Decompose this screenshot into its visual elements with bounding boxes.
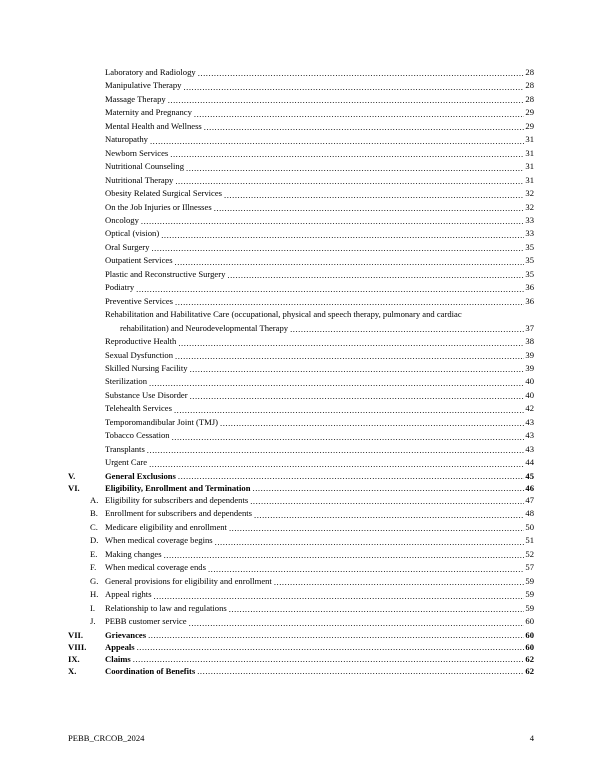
toc-service-entry[interactable] — [68, 389, 534, 402]
toc-entry-page-number: 35 — [525, 241, 534, 252]
toc-section-entry[interactable] — [68, 641, 534, 653]
toc-entry-label: Telehealth Services — [105, 403, 172, 414]
table-of-contents — [68, 66, 534, 677]
toc-section-entry[interactable] — [68, 665, 534, 677]
toc-entry-label: General provisions for eligibility and enrollment — [105, 575, 272, 586]
toc-entry-label: Optical (vision) — [105, 228, 160, 239]
dot-leader — [175, 258, 524, 267]
dot-leader — [141, 217, 524, 226]
dot-leader — [148, 631, 524, 640]
toc-entry-label: Sexual Dysfunction — [105, 349, 174, 360]
toc-entry-page-number: 36 — [525, 282, 534, 293]
toc-entry-page-number: 33 — [525, 228, 534, 239]
toc-entry-page-number: 50 — [525, 521, 534, 532]
toc-entry-label: Manipulative Therapy — [105, 80, 182, 91]
dot-leader — [149, 460, 524, 469]
toc-entry-label: Coordination of Benefits — [105, 666, 196, 677]
toc-entry-page-number: 37 — [525, 322, 534, 333]
toc-item-letter: A. — [90, 495, 99, 505]
dot-leader — [220, 419, 524, 428]
toc-entry-label: When medical coverage ends — [105, 562, 206, 573]
toc-service-entry[interactable] — [68, 429, 534, 442]
toc-entry-label: Sterilization — [105, 376, 148, 387]
toc-entry-label: Outpatient Services — [105, 255, 173, 266]
toc-entry-page-number: 44 — [525, 457, 534, 468]
toc-section-entry[interactable] — [68, 653, 534, 665]
page-footer — [68, 733, 534, 743]
toc-entry-label: On the Job Injuries or Illnesses — [105, 201, 212, 212]
toc-entry-label: Grievances — [105, 629, 147, 640]
toc-subsection-item[interactable] — [68, 615, 534, 628]
toc-service-entry[interactable] — [68, 106, 534, 119]
toc-entry-label: Massage Therapy — [105, 93, 166, 104]
toc-entry-label: Eligibility for subscribers and dependents — [105, 495, 249, 505]
toc-entry-label: Temporomandibular Joint (TMJ) — [105, 416, 219, 427]
toc-entry-page-number: 35 — [525, 268, 534, 279]
dot-leader — [178, 472, 524, 481]
toc-service-entry[interactable] — [68, 268, 534, 281]
toc-entry-page-number: 28 — [525, 67, 534, 77]
toc-entry-label: Naturopathy — [105, 134, 148, 145]
toc-entry-label: Oncology — [105, 214, 139, 225]
toc-service-entry[interactable] — [68, 254, 534, 267]
toc-entry-label: Mental Health and Wellness — [105, 120, 202, 131]
toc-entry-page-number: 31 — [525, 161, 534, 172]
dot-leader — [229, 605, 524, 614]
toc-service-entry[interactable] — [68, 402, 534, 415]
toc-section-vi[interactable] — [68, 482, 534, 494]
dot-leader — [164, 551, 524, 560]
dot-leader — [178, 339, 524, 348]
toc-entry-label: Appeal rights — [105, 589, 152, 600]
dot-leader — [137, 643, 524, 652]
toc-subsection-item[interactable] — [68, 561, 534, 574]
toc-item-letter: G. — [90, 575, 99, 586]
toc-item-letter: D. — [90, 535, 99, 546]
toc-entry-page-number: 59 — [525, 575, 534, 586]
toc-section-numeral: VIII. — [68, 641, 87, 652]
toc-service-entry[interactable] — [68, 349, 534, 362]
toc-service-entry[interactable] — [68, 120, 534, 133]
footer-page-number: 4 — [529, 733, 534, 743]
dot-leader — [172, 433, 524, 442]
dot-leader — [175, 352, 524, 361]
toc-section-numeral: V. — [68, 470, 76, 481]
toc-entry-page-number: 62 — [525, 653, 534, 664]
toc-entry-page-number: 31 — [525, 134, 534, 145]
toc-entry-label: Nutritional Therapy — [105, 174, 174, 185]
toc-entry-label: Preventive Services — [105, 295, 174, 306]
dot-leader — [208, 565, 524, 574]
dot-leader — [190, 392, 524, 401]
toc-entry-label: Maternity and Pregnancy — [105, 107, 192, 118]
dot-leader — [229, 524, 524, 533]
toc-service-entry[interactable] — [68, 443, 534, 456]
dot-leader — [197, 667, 524, 676]
toc-service-entry[interactable] — [68, 214, 534, 227]
toc-entry-page-number: 28 — [525, 93, 534, 104]
dot-leader — [154, 592, 524, 601]
dot-leader — [224, 191, 524, 200]
dot-leader — [250, 497, 524, 506]
toc-item-letter: E. — [90, 548, 98, 559]
toc-subsection-item[interactable] — [68, 534, 534, 547]
dot-leader — [183, 83, 524, 92]
toc-entry-page-number: 33 — [525, 214, 534, 225]
toc-item-letter: H. — [90, 589, 99, 600]
toc-service-entry[interactable] — [68, 375, 534, 388]
toc-subsection-item[interactable] — [68, 548, 534, 561]
toc-entry-page-number: 51 — [525, 535, 534, 546]
toc-section-numeral: VI. — [68, 482, 80, 493]
dot-leader — [253, 484, 525, 493]
toc-entry-page-number: 32 — [525, 201, 534, 212]
toc-service-entry[interactable] — [68, 93, 534, 106]
dot-leader — [151, 244, 524, 253]
toc-service-entry[interactable] — [68, 227, 534, 240]
toc-subsection-item[interactable] — [68, 521, 534, 534]
toc-entry-page-number: 36 — [525, 295, 534, 306]
dot-leader — [174, 406, 524, 415]
toc-entry-label-line1: Rehabilitation and Habilitative Care (occupational, physical and speech therapy, pulmonary and cardiac — [105, 309, 462, 320]
dot-leader — [254, 511, 524, 520]
dot-leader — [204, 123, 524, 132]
dot-leader — [136, 285, 524, 294]
toc-entry-label: Nutritional Counseling — [105, 161, 185, 172]
toc-entry-page-number: 59 — [525, 589, 534, 600]
toc-entry-page-number: 47 — [525, 495, 534, 505]
toc-service-entry[interactable] — [68, 79, 534, 92]
toc-section-entry[interactable] — [68, 629, 534, 641]
toc-entry-label: Skilled Nursing Facility — [105, 362, 188, 373]
toc-service-entry[interactable] — [68, 456, 534, 469]
toc-service-entry[interactable] — [68, 66, 534, 79]
toc-entry-label: Medicare eligibility and enrollment — [105, 521, 227, 532]
dot-leader — [168, 96, 524, 105]
toc-entry-label: Tobacco Cessation — [105, 430, 170, 441]
toc-entry-page-number: 39 — [525, 362, 534, 373]
toc-service-entry[interactable] — [68, 160, 534, 173]
toc-item-letter: C. — [90, 521, 98, 532]
toc-entry-page-number: 57 — [525, 562, 534, 573]
toc-entry-label: Laboratory and Radiology — [105, 67, 196, 77]
toc-entry-label: Obesity Related Surgical Services — [105, 188, 223, 199]
toc-service-entry[interactable] — [68, 335, 534, 348]
footer-document-id: PEBB_CRCOB_2024 — [68, 733, 145, 743]
toc-entry-page-number: 45 — [525, 470, 534, 481]
dot-leader — [149, 379, 524, 388]
toc-service-entry[interactable] — [68, 241, 534, 254]
toc-entry-page-number: 60 — [525, 641, 534, 652]
dot-leader — [133, 655, 524, 664]
toc-entry-line2-row — [105, 322, 534, 335]
toc-entry-label: Transplants — [105, 443, 145, 454]
dot-leader — [274, 578, 524, 587]
toc-item-letter: J. — [90, 616, 96, 627]
toc-entry-page-number: 29 — [525, 120, 534, 131]
toc-subsection-item[interactable] — [68, 575, 534, 588]
toc-entry-label: When medical coverage begins — [105, 535, 213, 546]
toc-item-letter: F. — [90, 562, 97, 573]
toc-entry-page-number: 32 — [525, 188, 534, 199]
toc-subsection-item[interactable] — [68, 602, 534, 615]
toc-entry-label: Eligibility, Enrollment and Termination — [105, 482, 251, 493]
toc-entry-label: Urgent Care — [105, 457, 148, 468]
toc-entry-label: Claims — [105, 653, 131, 664]
toc-entry-page-number: 52 — [525, 548, 534, 559]
dot-leader — [290, 325, 524, 334]
toc-entry-label: Enrollment for subscribers and dependents — [105, 508, 253, 519]
dot-leader — [215, 538, 524, 547]
toc-entry-page-number: 60 — [525, 629, 534, 640]
toc-entry-page-number: 59 — [525, 602, 534, 613]
toc-entry-page-number: 39 — [525, 349, 534, 360]
dot-leader — [170, 150, 524, 159]
toc-section-numeral: VII. — [68, 629, 84, 640]
toc-entry-label: General Exclusions — [105, 470, 176, 481]
toc-item-letter: I. — [90, 602, 96, 613]
dot-leader — [175, 177, 524, 186]
toc-service-entry[interactable] — [68, 362, 534, 375]
toc-entry-label: Newborn Services — [105, 147, 169, 158]
dot-leader — [227, 271, 524, 280]
toc-entry-label: Appeals — [105, 641, 135, 652]
toc-section-v[interactable] — [68, 470, 534, 482]
dot-leader — [194, 110, 524, 119]
dot-leader — [161, 231, 524, 240]
toc-service-entry[interactable] — [68, 201, 534, 214]
toc-service-entry[interactable] — [68, 133, 534, 146]
toc-entry-page-number: 46 — [525, 482, 534, 493]
toc-entry-label: Making changes — [105, 548, 162, 559]
toc-entry-page-number: 40 — [525, 376, 534, 387]
toc-entry-label: Oral Surgery — [105, 241, 150, 252]
toc-service-entry[interactable] — [68, 295, 534, 308]
toc-section-numeral: X. — [68, 666, 77, 677]
toc-entry-label: Substance Use Disorder — [105, 389, 188, 400]
toc-entry-label-line2: rehabilitation) and Neurodevelopmental Therapy — [120, 322, 289, 333]
toc-entry-page-number: 31 — [525, 174, 534, 185]
toc-section-numeral: IX. — [68, 653, 80, 664]
toc-entry-label: Plastic and Reconstructive Surgery — [105, 268, 226, 279]
toc-item-letter: B. — [90, 508, 98, 519]
dot-leader — [198, 69, 524, 78]
dot-leader — [190, 365, 524, 374]
dot-leader — [189, 619, 524, 628]
toc-subsection-item[interactable] — [68, 494, 534, 507]
toc-entry-page-number: 43 — [525, 416, 534, 427]
toc-entry-page-number: 35 — [525, 255, 534, 266]
toc-subsection-item[interactable] — [68, 507, 534, 520]
toc-entry-page-number: 29 — [525, 107, 534, 118]
toc-entry-page-number: 42 — [525, 403, 534, 414]
toc-entry-page-number: 40 — [525, 389, 534, 400]
toc-service-entry[interactable] — [68, 147, 534, 160]
toc-entry-label: PEBB customer service — [105, 616, 187, 627]
toc-subsection-item[interactable] — [68, 588, 534, 601]
toc-service-entry[interactable] — [68, 174, 534, 187]
toc-entry-page-number: 60 — [525, 616, 534, 627]
toc-entry-page-number: 28 — [525, 80, 534, 91]
toc-entry-label: Podiatry — [105, 282, 135, 293]
toc-entry-page-number: 31 — [525, 147, 534, 158]
toc-entry-label: Reproductive Health — [105, 336, 177, 347]
toc-entry-page-number: 43 — [525, 443, 534, 454]
toc-service-entry[interactable] — [68, 416, 534, 429]
toc-service-entry[interactable] — [68, 187, 534, 200]
toc-entry-label: Relationship to law and regulations — [105, 602, 227, 613]
dot-leader — [186, 164, 524, 173]
dot-leader — [147, 446, 524, 455]
dot-leader — [175, 298, 524, 307]
toc-entry-page-number: 43 — [525, 430, 534, 441]
dot-leader — [150, 137, 524, 146]
dot-leader — [214, 204, 524, 213]
toc-entry-page-number: 48 — [525, 508, 534, 519]
toc-service-entry[interactable] — [68, 281, 534, 294]
toc-service-entry-wrapped[interactable] — [68, 308, 534, 335]
toc-entry-page-number: 38 — [525, 336, 534, 347]
toc-entry-page-number: 62 — [525, 666, 534, 677]
